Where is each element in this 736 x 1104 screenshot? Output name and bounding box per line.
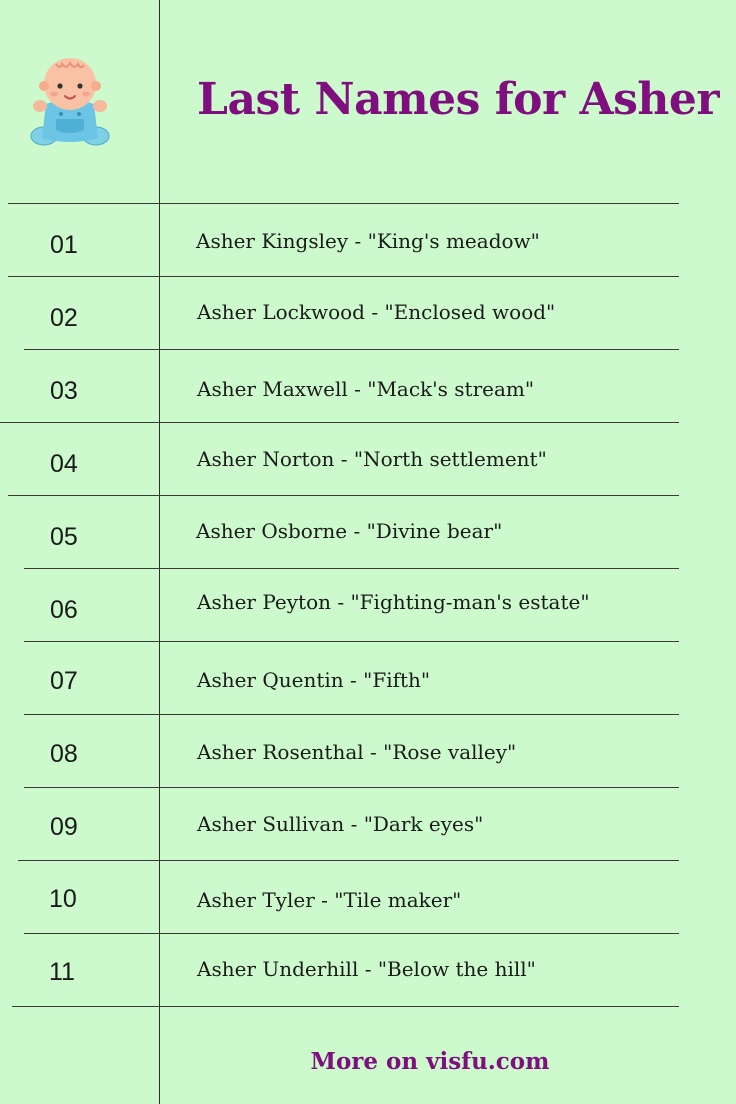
row-name-meaning: Asher Sullivan - "Dark eyes" (197, 812, 484, 836)
row-number: 10 (49, 885, 77, 913)
row-number: 11 (49, 958, 75, 986)
footer-link[interactable]: More on visfu.com (310, 1048, 550, 1075)
row-divider (24, 714, 679, 715)
row-divider (8, 203, 679, 204)
row-name-meaning: Asher Norton - "North settlement" (197, 447, 547, 471)
row-name-meaning: Asher Quentin - "Fifth" (197, 668, 431, 692)
row-divider (8, 276, 679, 277)
baby-icon (26, 56, 114, 152)
row-number: 06 (50, 596, 78, 624)
row-name-meaning: Asher Maxwell - "Mack's stream" (197, 377, 535, 401)
row-divider (8, 495, 679, 496)
row-name-meaning: Asher Tyler - "Tile maker" (197, 888, 462, 912)
row-divider (24, 933, 679, 934)
row-name-meaning: Asher Underhill - "Below the hill" (197, 957, 536, 981)
row-number: 01 (50, 231, 78, 259)
column-divider (159, 0, 160, 1104)
row-name-meaning: Asher Peyton - "Fighting-man's estate" (197, 590, 590, 614)
row-divider (0, 422, 679, 423)
row-name-meaning: Asher Kingsley - "King's meadow" (196, 229, 540, 253)
row-divider (24, 641, 679, 642)
row-number: 03 (50, 377, 78, 405)
row-name-meaning: Asher Osborne - "Divine bear" (196, 519, 503, 543)
page-title: Last Names for Asher (197, 74, 720, 125)
row-number: 05 (50, 523, 78, 551)
row-name-meaning: Asher Lockwood - "Enclosed wood" (197, 300, 556, 324)
row-number: 08 (50, 740, 78, 768)
row-number: 02 (50, 304, 78, 332)
row-name-meaning: Asher Rosenthal - "Rose valley" (197, 740, 517, 764)
row-divider (24, 349, 679, 350)
row-divider (24, 787, 679, 788)
row-number: 09 (50, 813, 78, 841)
row-divider (12, 1006, 679, 1007)
row-divider (24, 568, 679, 569)
row-number: 04 (50, 450, 78, 478)
row-number: 07 (50, 667, 78, 695)
row-divider (18, 860, 679, 861)
